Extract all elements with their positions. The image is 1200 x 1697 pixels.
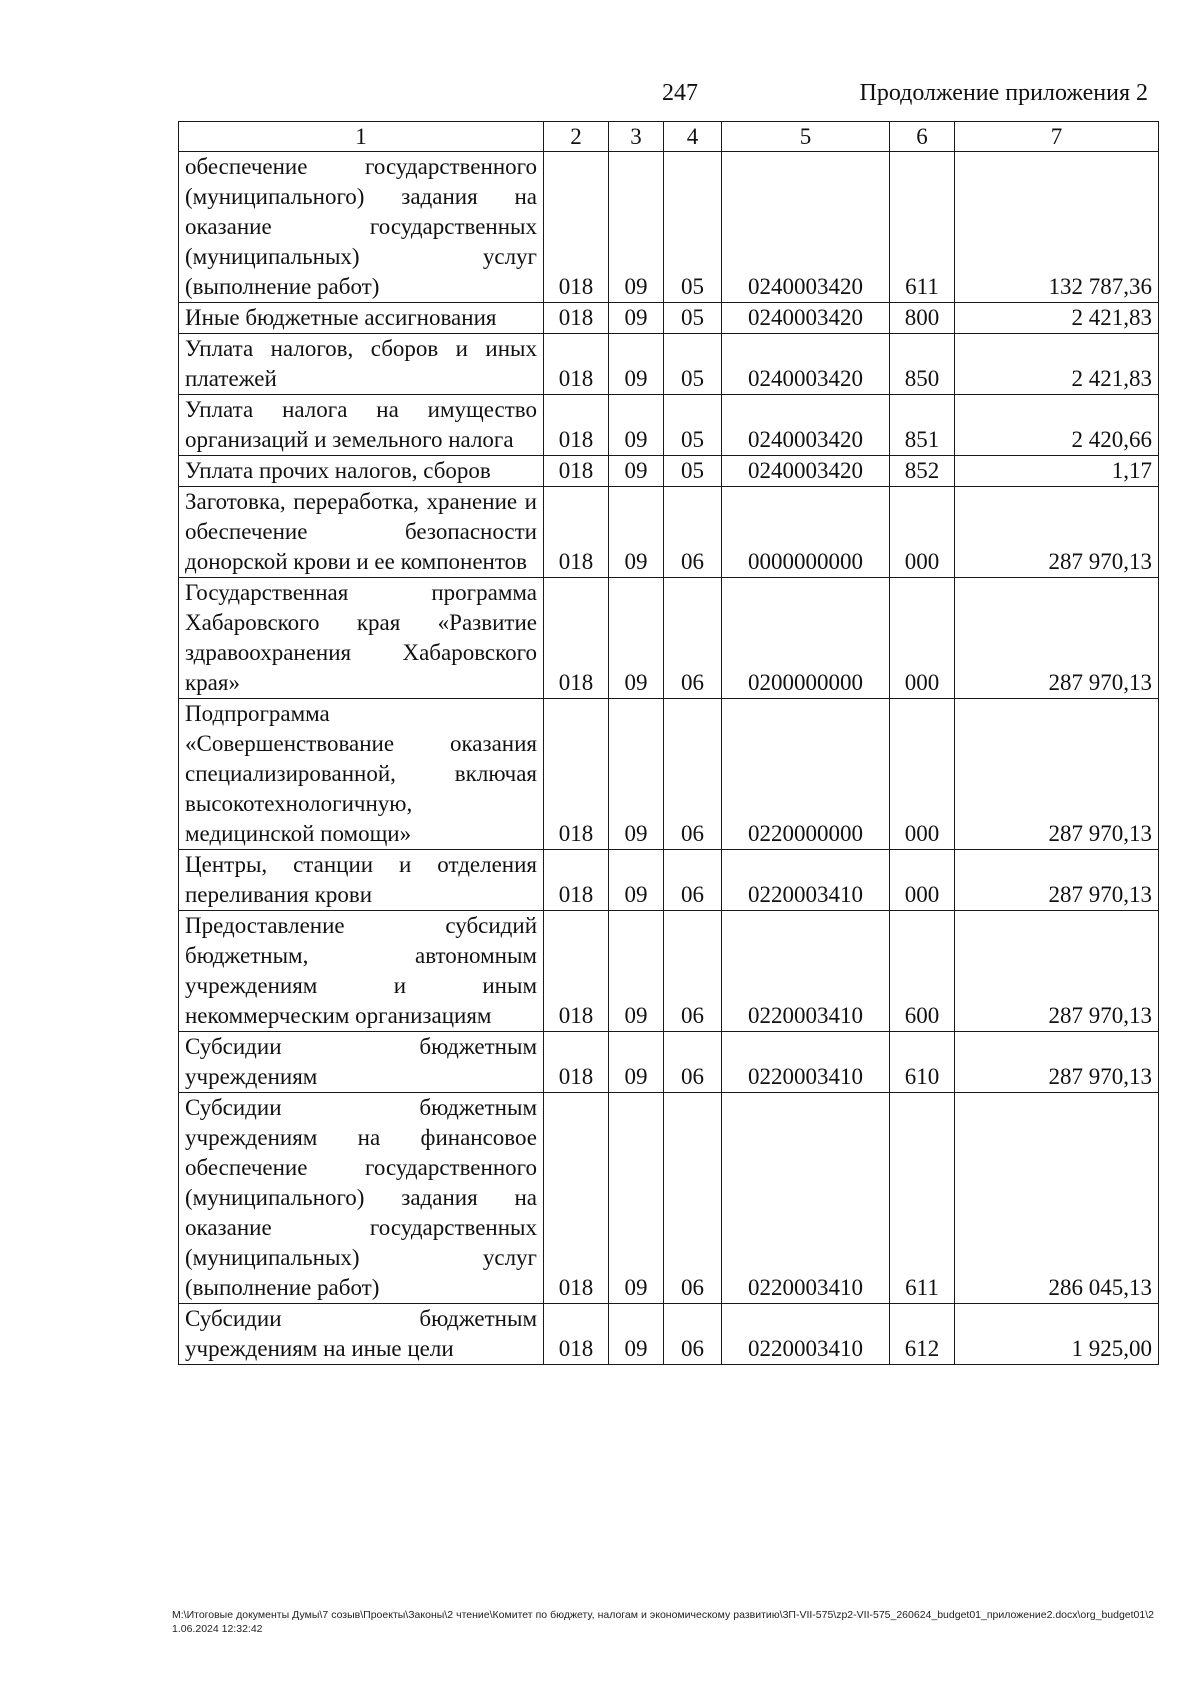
expense-type-cell: 612	[890, 1304, 955, 1365]
code-cell: 018	[544, 456, 609, 487]
continuation-caption: Продолжение приложения 2	[859, 80, 1148, 106]
row-name-cell: Предоставление субсидий бюджетным, автономным учреждениям и иным некоммерческим организациям	[179, 911, 544, 1032]
expense-type-cell: 000	[890, 487, 955, 578]
expense-type-cell: 611	[890, 152, 955, 303]
amount-cell: 2 420,66	[955, 395, 1159, 456]
page-number: 247	[662, 80, 698, 106]
amount-cell: 287 970,13	[955, 699, 1159, 850]
amount-cell: 287 970,13	[955, 1032, 1159, 1093]
row-name-cell: Уплата налога на имущество организаций и земельного налога	[179, 395, 544, 456]
subsection-cell: 05	[664, 152, 722, 303]
row-name-cell: Заготовка, переработка, хранение и обеспечение безопасности донорской крови и ее компонентов	[179, 487, 544, 578]
amount-cell: 2 421,83	[955, 303, 1159, 334]
subsection-cell: 06	[664, 1032, 722, 1093]
budget-table	[178, 121, 1159, 1365]
row-name-cell: обеспечение государственного (муниципального) задания на оказание государственных (муниципальных) услуг (выполнение работ)	[179, 152, 544, 303]
section-cell: 09	[609, 303, 664, 334]
section-cell: 09	[609, 699, 664, 850]
table-body	[179, 152, 1159, 1365]
section-cell: 09	[609, 395, 664, 456]
code-cell: 018	[544, 395, 609, 456]
row-name-cell: Центры, станции и отделения переливания крови	[179, 850, 544, 911]
table-row	[179, 1093, 1159, 1304]
section-cell: 09	[609, 487, 664, 578]
code-cell: 018	[544, 487, 609, 578]
subsection-cell: 06	[664, 850, 722, 911]
code-cell: 018	[544, 1093, 609, 1304]
table-row	[179, 334, 1159, 395]
row-name-cell: Субсидии бюджетным учреждениям	[179, 1032, 544, 1093]
row-name-cell: Субсидии бюджетным учреждениям на финансовое обеспечение государственного (муниципального) задания на оказание государственных (муниципальных) услуг (выполнение работ)	[179, 1093, 544, 1304]
table-row	[179, 456, 1159, 487]
section-cell: 09	[609, 911, 664, 1032]
amount-cell: 1 925,00	[955, 1304, 1159, 1365]
table-row	[179, 911, 1159, 1032]
row-name-cell: Уплата налогов, сборов и иных платежей	[179, 334, 544, 395]
code-cell: 018	[544, 303, 609, 334]
amount-cell: 287 970,13	[955, 850, 1159, 911]
row-name-cell: Подпрограмма «Совершенствование оказания специализированной, включая высокотехнологичную, медицинской помощи»	[179, 699, 544, 850]
column-header: 7	[955, 122, 1159, 152]
amount-cell: 287 970,13	[955, 487, 1159, 578]
subsection-cell: 05	[664, 395, 722, 456]
table-row	[179, 395, 1159, 456]
target-item-cell: 0220000000	[722, 699, 890, 850]
row-name-cell: Уплата прочих налогов, сборов	[179, 456, 544, 487]
section-cell: 09	[609, 334, 664, 395]
target-item-cell: 0240003420	[722, 334, 890, 395]
amount-cell: 287 970,13	[955, 578, 1159, 699]
code-cell: 018	[544, 699, 609, 850]
code-cell: 018	[544, 334, 609, 395]
target-item-cell: 0220003410	[722, 1032, 890, 1093]
column-header: 6	[890, 122, 955, 152]
column-header: 2	[544, 122, 609, 152]
row-name-cell: Иные бюджетные ассигнования	[179, 303, 544, 334]
subsection-cell: 06	[664, 1304, 722, 1365]
expense-type-cell: 850	[890, 334, 955, 395]
section-cell: 09	[609, 456, 664, 487]
section-cell: 09	[609, 850, 664, 911]
code-cell: 018	[544, 152, 609, 303]
column-header: 1	[179, 122, 544, 152]
table-row	[179, 1032, 1159, 1093]
expense-type-cell: 610	[890, 1032, 955, 1093]
target-item-cell: 0240003420	[722, 303, 890, 334]
subsection-cell: 06	[664, 487, 722, 578]
code-cell: 018	[544, 1032, 609, 1093]
section-cell: 09	[609, 1093, 664, 1304]
subsection-cell: 06	[664, 699, 722, 850]
subsection-cell: 05	[664, 456, 722, 487]
target-item-cell: 0220003410	[722, 850, 890, 911]
expense-type-cell: 000	[890, 850, 955, 911]
target-item-cell: 0220003410	[722, 911, 890, 1032]
target-item-cell: 0200000000	[722, 578, 890, 699]
section-cell: 09	[609, 152, 664, 303]
row-name-cell: Государственная программа Хабаровского края «Развитие здравоохранения Хабаровского края»	[179, 578, 544, 699]
amount-cell: 2 421,83	[955, 334, 1159, 395]
target-item-cell: 0220003410	[722, 1093, 890, 1304]
subsection-cell: 06	[664, 911, 722, 1032]
target-item-cell: 0240003420	[722, 395, 890, 456]
table-row	[179, 303, 1159, 334]
amount-cell: 1,17	[955, 456, 1159, 487]
expense-type-cell: 000	[890, 578, 955, 699]
section-cell: 09	[609, 578, 664, 699]
subsection-cell: 05	[664, 303, 722, 334]
table-row	[179, 699, 1159, 850]
amount-cell: 286 045,13	[955, 1093, 1159, 1304]
code-cell: 018	[544, 911, 609, 1032]
expense-type-cell: 000	[890, 699, 955, 850]
target-item-cell: 0240003420	[722, 456, 890, 487]
subsection-cell: 05	[664, 334, 722, 395]
section-cell: 09	[609, 1032, 664, 1093]
expense-type-cell: 852	[890, 456, 955, 487]
column-header: 4	[664, 122, 722, 152]
table-row	[179, 850, 1159, 911]
target-item-cell: 0240003420	[722, 152, 890, 303]
code-cell: 018	[544, 1304, 609, 1365]
expense-type-cell: 851	[890, 395, 955, 456]
target-item-cell: 0220003410	[722, 1304, 890, 1365]
amount-cell: 287 970,13	[955, 911, 1159, 1032]
code-cell: 018	[544, 850, 609, 911]
column-header: 3	[609, 122, 664, 152]
expense-type-cell: 800	[890, 303, 955, 334]
target-item-cell: 0000000000	[722, 487, 890, 578]
expense-type-cell: 611	[890, 1093, 955, 1304]
subsection-cell: 06	[664, 1093, 722, 1304]
row-name-cell: Субсидии бюджетным учреждениям на иные цели	[179, 1304, 544, 1365]
footer-file-path: M:\Итоговые документы Думы\7 созыв\Проекты\Законы\2 чтение\Комитет по бюджету, налогам и экономическому развитию\3П-VII-575\zp2-VII-575_260624_budget01_приложение2.docx\org_budget01\21.06.2024 12:32:42	[172, 1609, 1154, 1635]
column-header: 5	[722, 122, 890, 152]
amount-cell: 132 787,36	[955, 152, 1159, 303]
expense-type-cell: 600	[890, 911, 955, 1032]
table-header-row	[179, 122, 1159, 152]
subsection-cell: 06	[664, 578, 722, 699]
table-row	[179, 1304, 1159, 1365]
table-row	[179, 152, 1159, 303]
table-row	[179, 487, 1159, 578]
table-row	[179, 578, 1159, 699]
section-cell: 09	[609, 1304, 664, 1365]
code-cell: 018	[544, 578, 609, 699]
